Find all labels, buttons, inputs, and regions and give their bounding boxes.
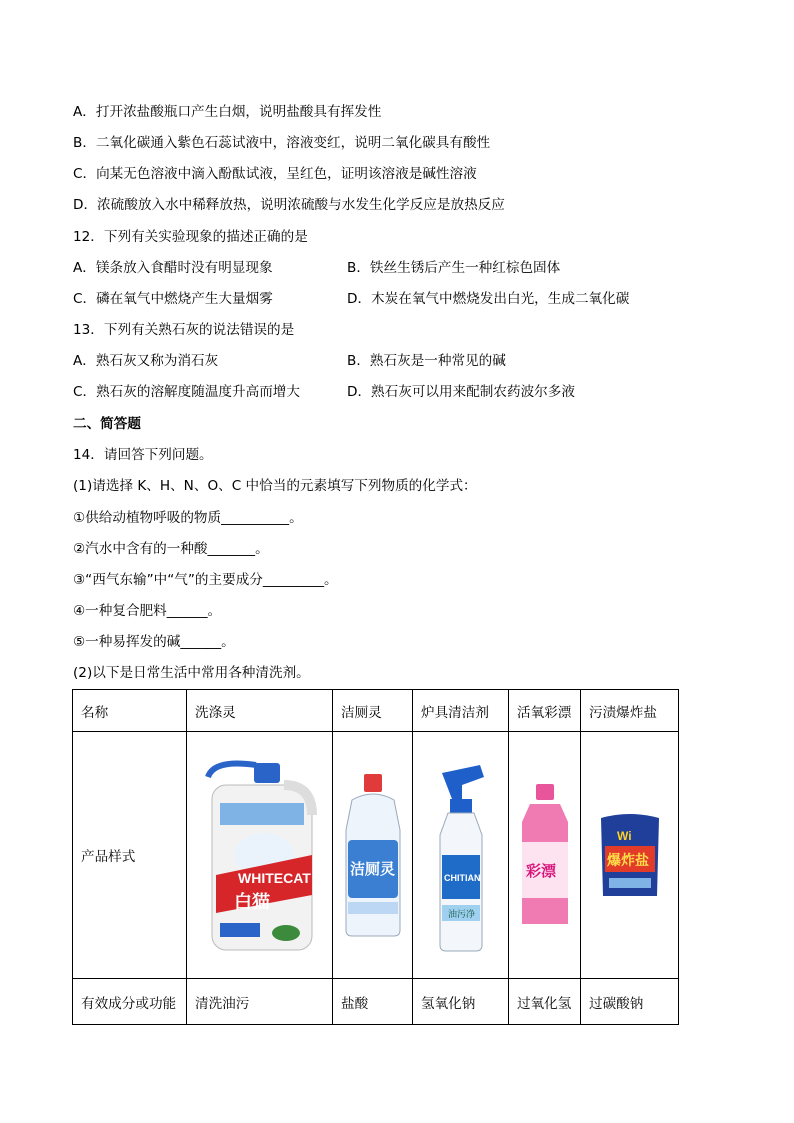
row-header-function: 有效成分或功能 — [73, 979, 187, 1025]
q12-option-b: B．铁丝生锈后产生一种红棕色固体 — [347, 260, 561, 276]
svg-text:Wi: Wi — [616, 829, 632, 843]
q14-stem: 14．请回答下列问题。 — [73, 447, 213, 463]
q13-option-b: B．熟石灰是一种常见的碱 — [347, 353, 506, 369]
cell-name-2: 洁厕灵 — [333, 690, 413, 732]
q11-option-b: B．二氧化碳通入紫色石蕊试液中，溶液变红，说明二氧化碳具有酸性 — [73, 135, 491, 151]
q13-option-d: D．熟石灰可以用来配制农药波尔多液 — [347, 384, 575, 400]
q13-option-a: A．熟石灰又称为消石灰 — [73, 353, 219, 369]
cell-name-3: 炉具清洁剂 — [413, 690, 509, 732]
cell-name-4: 活氧彩漂 — [509, 690, 581, 732]
svg-text:油污净: 油污净 — [447, 910, 475, 920]
q12-stem: 12．下列有关实验现象的描述正确的是 — [73, 229, 308, 245]
q13-stem: 13．下列有关熟石灰的说法错误的是 — [73, 322, 295, 338]
q12-option-c: C．磷在氧气中燃烧产生大量烟雾 — [73, 291, 273, 307]
cell-function-5: 过碳酸钠 — [581, 979, 679, 1025]
table-row — [73, 732, 679, 979]
cell-function-2: 盐酸 — [333, 979, 413, 1025]
q11-option-a: A．打开浓盐酸瓶口产生白烟，说明盐酸具有挥发性 — [73, 104, 382, 120]
q14-item-4: ④一种复合肥料______。 — [73, 603, 222, 619]
q14-item-1: ①供给动植物呼吸的物质__________。 — [73, 510, 303, 526]
q12-option-d: D．木炭在氧气中燃烧发出白光，生成二氧化碳 — [347, 291, 630, 307]
svg-text:爆炸盐: 爆炸盐 — [606, 853, 649, 869]
svg-text:WHITECAT: WHITECAT — [237, 870, 311, 886]
section-heading: 二、简答题 — [73, 416, 141, 432]
q11-option-d: D．浓硫酸放入水中稀释放热，说明浓硫酸与水发生化学反应是放热反应 — [73, 197, 505, 213]
svg-text:CHITIAN: CHITIAN — [443, 873, 480, 883]
q12-option-a: A．镁条放入食醋时没有明显现象 — [73, 260, 273, 276]
whitecat-jug-image — [194, 755, 326, 955]
svg-text:白猫: 白猫 — [233, 892, 270, 913]
q14-item-3: ③“西气东输”中“气”的主要成分_________。 — [73, 572, 338, 588]
caipiao-bottle-image — [514, 780, 576, 930]
jiecei-bottle-image — [334, 770, 412, 940]
q14-item-2: ②汽水中含有的一种酸_______。 — [73, 541, 269, 557]
q13-option-c: C．熟石灰的溶解度随温度升高而增大 — [73, 384, 300, 400]
q14-part2: (2)以下是日常生活中常用各种清洗剂。 — [73, 665, 310, 681]
baozhayan-bag-image — [595, 810, 665, 900]
cell-name-5: 污渍爆炸盐 — [581, 690, 679, 732]
cleaner-table — [72, 689, 679, 1025]
q11-option-c: C．向某无色溶液中滴入酚酞试液，呈红色，证明该溶液是碱性溶液 — [73, 166, 477, 182]
chitian-spray-image — [422, 755, 500, 955]
row-header-name: 名称 — [73, 690, 187, 732]
table-row — [73, 690, 679, 732]
cell-function-1: 清洗油污 — [187, 979, 333, 1025]
row-header-style: 产品样式 — [73, 732, 187, 979]
cell-name-1: 洗涤灵 — [187, 690, 333, 732]
svg-text:洁厕灵: 洁厕灵 — [349, 860, 395, 878]
svg-text:彩漂: 彩漂 — [525, 862, 556, 880]
q14-item-5: ⑤一种易挥发的碱______。 — [73, 634, 235, 650]
q14-part1: (1)请选择 K、H、N、O、C 中恰当的元素填写下列物质的化学式： — [73, 478, 477, 494]
cell-function-3: 氢氧化钠 — [413, 979, 509, 1025]
table-row — [73, 979, 679, 1025]
cell-function-4: 过氧化氢 — [509, 979, 581, 1025]
